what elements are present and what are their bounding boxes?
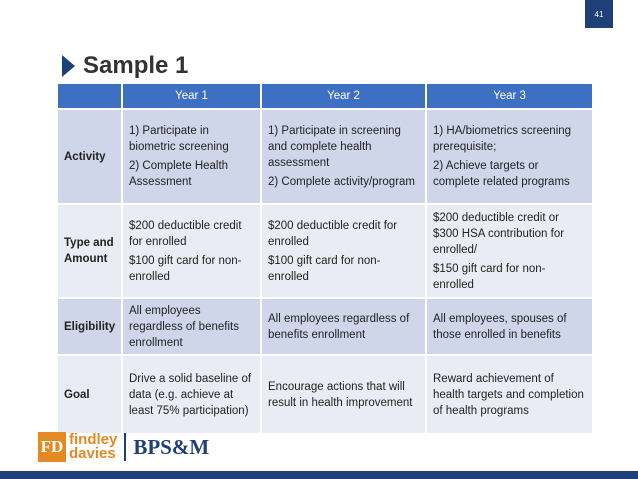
logo-word-davies: davies [69, 445, 116, 462]
table-cell: All employees regardless of benefits enrollment [122, 298, 261, 355]
table-cell: Encourage actions that will result in health improvement [261, 355, 426, 433]
slide-title [62, 52, 188, 80]
title-text: Sample 1 [83, 52, 189, 79]
row-label: Eligibility [58, 298, 122, 355]
logo-word-findley: findley [69, 431, 118, 448]
partner-logo-text: BPS&M [133, 434, 210, 459]
sample-table [58, 84, 592, 433]
table-cell: Drive a solid baseline of data (e.g. achieve at least 75% participation) [122, 355, 261, 433]
table-cell: All employees regardless of benefits enrollment [261, 298, 426, 355]
table-row-goal [58, 355, 592, 433]
fd-logo-mark: FD [38, 432, 66, 462]
table-cell: All employees, spouses of those enrolled in benefits [426, 298, 592, 355]
logo-divider [124, 433, 126, 461]
company-logo [38, 430, 209, 464]
header-year-2: Year 2 [261, 84, 426, 109]
header-year-1: Year 1 [122, 84, 261, 109]
header-corner [58, 84, 122, 109]
header-year-3: Year 3 [426, 84, 592, 109]
table-cell: Reward achievement of health targets and completion of health programs [426, 355, 592, 433]
triangle-right-icon [62, 55, 75, 77]
logo-wordmark [69, 433, 117, 461]
table-cell: $200 deductible credit or $300 HSA contribution for enrolled/ $150 gift card for non-enrolled [426, 204, 592, 298]
table-row-eligibility [58, 298, 592, 355]
table-row-type-amount [58, 204, 592, 298]
table-cell: 1) Participate in biometric screening 2) Complete Health Assessment [122, 109, 261, 204]
row-label: Type and Amount [58, 204, 122, 298]
table-row-activity [58, 109, 592, 204]
page-number-badge: 41 [585, 0, 613, 28]
table-cell: $200 deductible credit for enrolled $100 gift card for non-enrolled [261, 204, 426, 298]
table-cell: 1) HA/biometrics screening prerequisite; 2) Achieve targets or complete related programs [426, 109, 592, 204]
row-label: Activity [58, 109, 122, 204]
table-cell: $200 deductible credit for enrolled $100 gift card for non-enrolled [122, 204, 261, 298]
table-header-row [58, 84, 592, 109]
footer-bar [0, 471, 638, 479]
table-cell: 1) Participate in screening and complete health assessment 2) Complete activity/program [261, 109, 426, 204]
row-label: Goal [58, 355, 122, 433]
